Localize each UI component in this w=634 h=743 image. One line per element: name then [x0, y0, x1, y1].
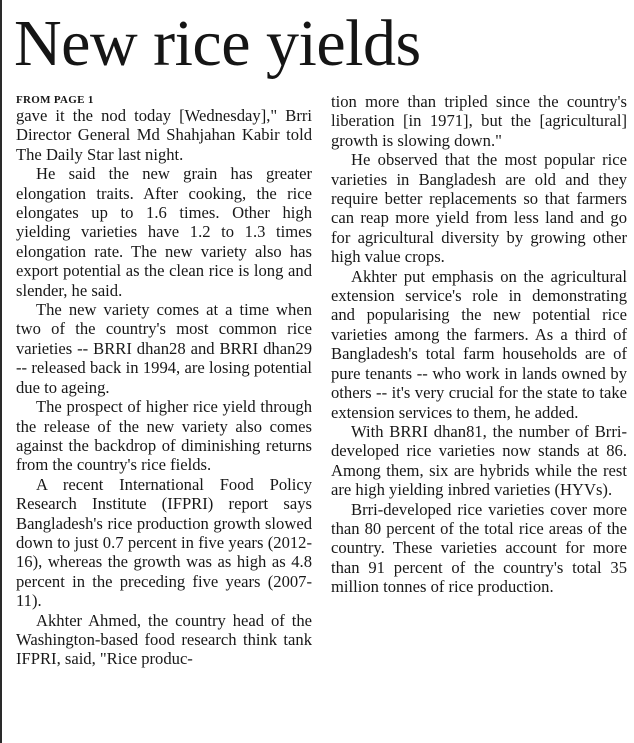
paragraph: He said the new grain has greater elongation traits. After cooking, the rice elongates up to 1.6 times. Other high yielding varieties have 1.2 to 1.3 times elongation rate. The new variety also has export potential as the clean rice is long and slender, he said. — [16, 164, 312, 300]
column-rule — [0, 0, 2, 743]
paragraph: tion more than tripled since the country's liberation [in 1971], but the [agricultural] growth is slowing down." — [331, 92, 627, 150]
paragraph: A recent International Food Policy Research Institute (IFPRI) report says Bangladesh's rice production growth slowed down to just 0.7 percent in five years (2012-16), whereas the growth was as high as 4.8 percent in the preceding five years (2007-11). — [16, 474, 312, 611]
article-column-right — [331, 92, 627, 597]
paragraph: Akhter Ahmed, the country head of the Washington-based food research think tank IFPRI, said, "Rice produc- — [16, 610, 312, 669]
paragraph: With BRRI dhan81, the number of Brri-developed rice varieties now stands at 86. Among them, six are hybrids while the rest are high yielding inbred varieties (HYVs). — [331, 421, 627, 500]
continuation-kicker: FROM PAGE 1 — [16, 94, 94, 106]
paragraph: Akhter put emphasis on the agricultural extension service's role in demonstrating and popularising the new potential rice varieties among the farmers. As a third of Bangladesh's total farm households are of pure tenants -- who work in lands owned by others -- it's very crucial for the state to take extension services to them, he added. — [331, 266, 627, 422]
paragraph: Brri-developed rice varieties cover more than 80 percent of the total rice areas of the country. These varieties account for more than 91 percent of the country's total 35 million tonnes of rice production. — [331, 499, 627, 597]
article-column-left — [16, 94, 312, 669]
headline: New rice yields — [14, 7, 421, 80]
paragraph: The new variety comes at a time when two of the country's most common rice varieties -- BRRI dhan28 and BRRI dhan29 -- released back in 1994, are losing potential due to ageing. — [16, 300, 312, 397]
paragraph: The prospect of higher rice yield through the release of the new variety also comes against the backdrop of diminishing returns from the country's rice fields. — [16, 397, 312, 475]
paragraph: gave it the nod today [Wednesday]," Brri Director General Md Shahjahan Kabir told The Daily Star last night. — [16, 106, 312, 164]
paragraph: He observed that the most popular rice varieties in Bangladesh are old and they require better replacements so that farmers can reap more yield from less land and go for agricultural diversity by growing other high value crops. — [331, 150, 627, 267]
